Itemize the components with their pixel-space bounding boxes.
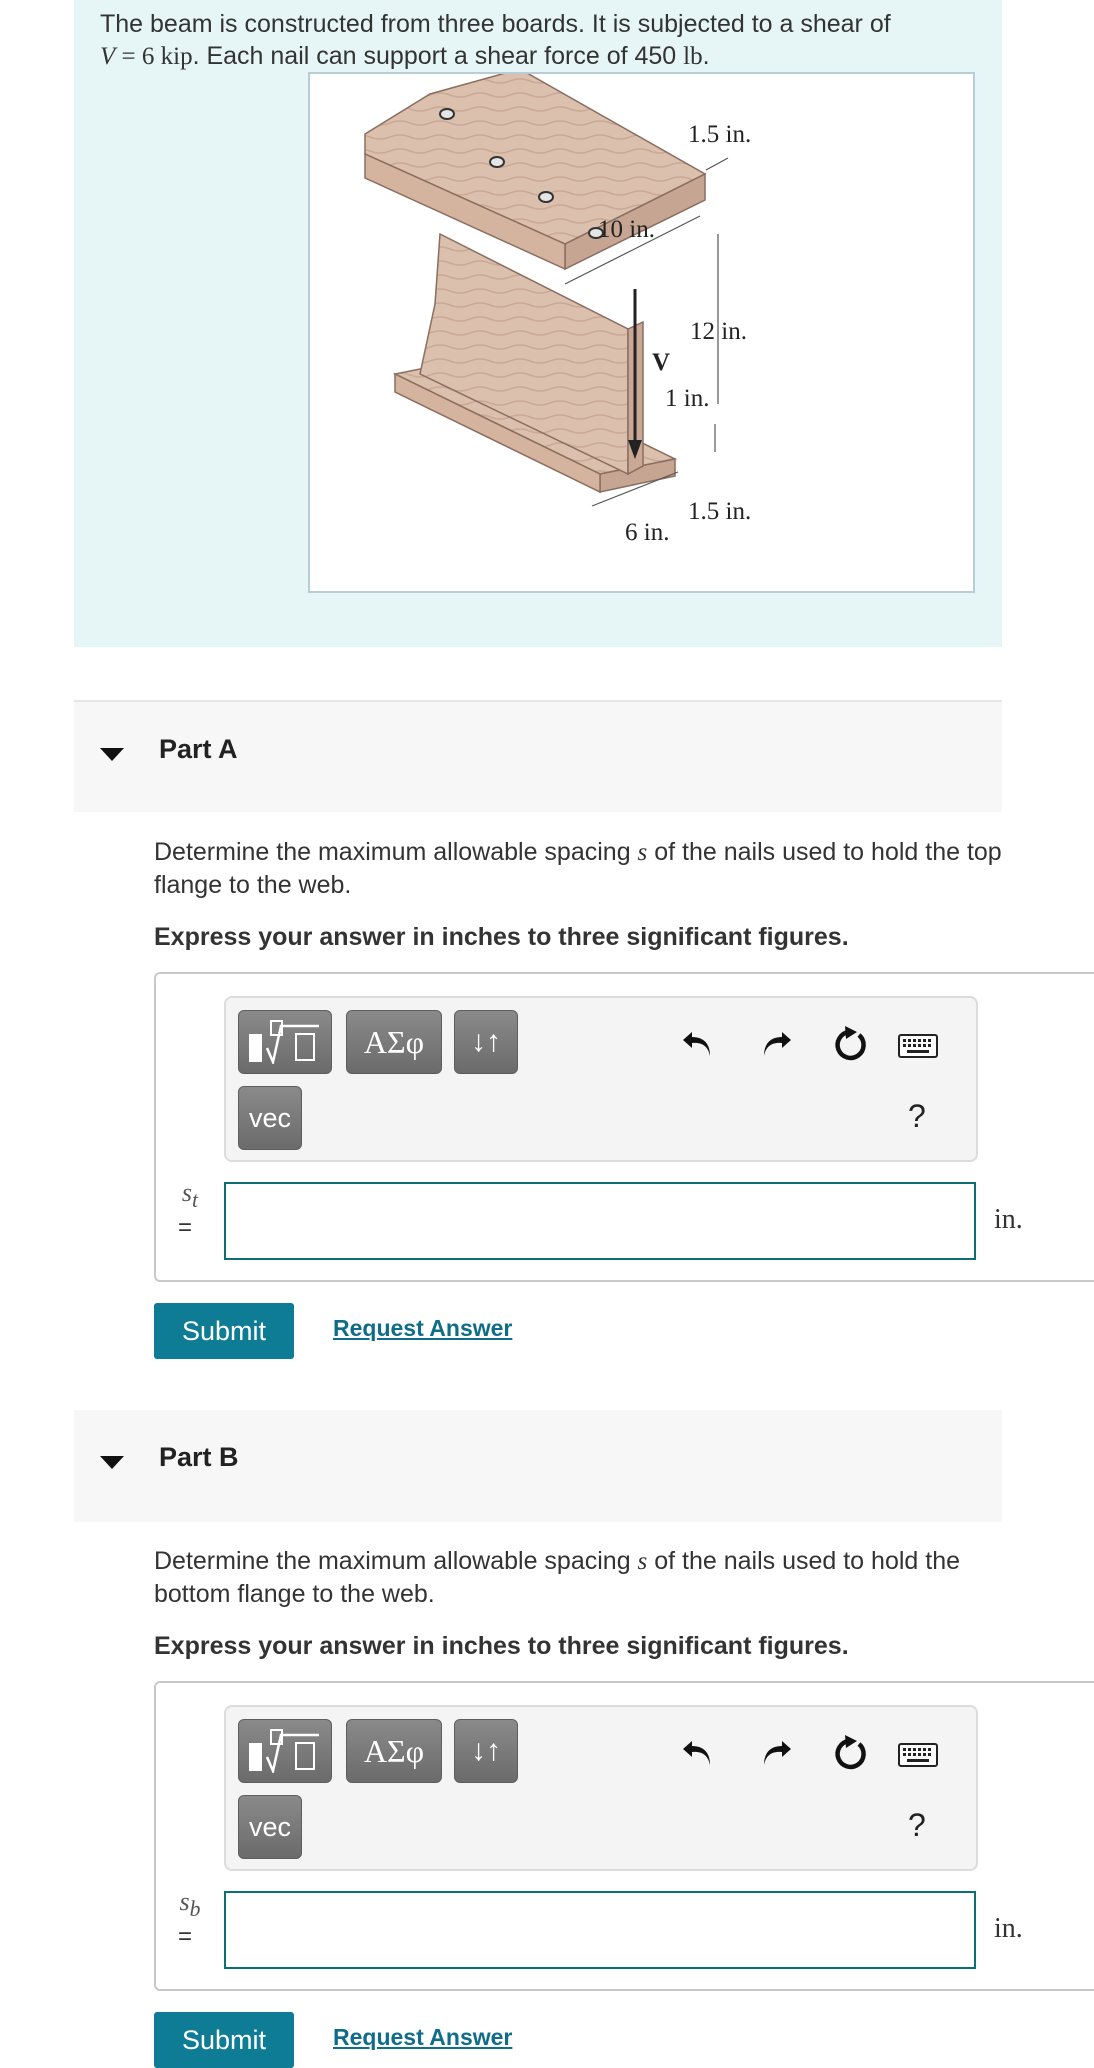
problem-text-part2: . Each nail can support a shear force of 450: [192, 42, 684, 70]
undo-icon[interactable]: [676, 1731, 720, 1775]
arrows-button[interactable]: ↓↑: [454, 1010, 518, 1074]
greek-letters-button[interactable]: ΑΣφ: [346, 1010, 442, 1074]
caret-down-icon[interactable]: [100, 748, 124, 761]
redo-icon[interactable]: [754, 1022, 798, 1066]
answer-input[interactable]: [224, 1182, 976, 1260]
problem-text-end: .: [702, 42, 710, 70]
reset-icon[interactable]: [826, 1022, 872, 1068]
arrows-button[interactable]: ↓↑: [454, 1719, 518, 1783]
dim-bottom-thickness: 1.5 in.: [688, 498, 752, 525]
vec-button[interactable]: vec: [238, 1795, 302, 1859]
caret-down-icon[interactable]: [100, 1456, 124, 1469]
dim-top-thickness: 1.5 in.: [688, 121, 752, 148]
part-b-answer-box: [154, 1681, 1094, 1991]
variable-label: [176, 1178, 204, 1214]
beam-figure: [308, 72, 975, 593]
reset-icon[interactable]: [826, 1731, 872, 1777]
request-answer-link[interactable]: Request Answer: [333, 2024, 513, 2050]
shear-variable: V: [100, 43, 116, 70]
force-unit: lb: [683, 43, 703, 70]
submit-button[interactable]: Submit: [154, 2012, 294, 2068]
shear-label: V: [652, 349, 671, 376]
fraction-sqrt-icon: [247, 1729, 323, 1773]
part-a-title: Part A: [159, 734, 238, 764]
nail-head: [440, 109, 454, 119]
variable-label: [176, 1887, 204, 1923]
greek-letters-button[interactable]: ΑΣφ: [346, 1719, 442, 1783]
dim-web-thickness: 1 in.: [665, 385, 710, 412]
nail-head: [490, 157, 504, 167]
help-button[interactable]: ?: [908, 1807, 926, 1843]
variable-subscript: b: [189, 1897, 201, 1922]
templates-button[interactable]: [238, 1719, 332, 1783]
part-b-question: [154, 1545, 1014, 1610]
part-b-title: Part B: [159, 1442, 239, 1472]
problem-statement: [74, 0, 1002, 647]
question-text: Determine the maximum allowable spacing: [154, 1547, 638, 1575]
redo-icon[interactable]: [754, 1731, 798, 1775]
part-a-header[interactable]: [74, 700, 1002, 812]
dim-flange-width: 10 in.: [598, 216, 655, 243]
beam-diagram: [310, 74, 973, 591]
spacing-variable: s: [637, 839, 648, 866]
part-b-instruction: Express your answer in inches to three significant figures.: [154, 1632, 849, 1660]
request-answer-link[interactable]: Request Answer: [333, 1315, 513, 1341]
keyboard-icon[interactable]: [896, 1026, 940, 1066]
unit-label: in.: [994, 1204, 1023, 1235]
part-a-answer-box: [154, 972, 1094, 1282]
part-a-question: [154, 836, 1014, 901]
dim-line: [706, 158, 728, 170]
shear-value: = 6 kip: [115, 43, 193, 70]
variable-base: s: [179, 1887, 190, 1916]
equals-sign: =: [178, 1214, 193, 1241]
part-b-header[interactable]: [74, 1410, 1002, 1522]
vec-button[interactable]: vec: [238, 1086, 302, 1150]
spacing-variable: s: [637, 1548, 648, 1575]
unit-label: in.: [994, 1913, 1023, 1944]
nail-head: [539, 192, 553, 202]
variable-base: s: [181, 1178, 193, 1207]
equals-sign: =: [178, 1923, 193, 1950]
problem-text-part1: The beam is constructed from three boards. It is subjected to a shear of: [100, 10, 891, 38]
math-toolbar: [224, 1705, 978, 1871]
math-toolbar: [224, 996, 978, 1162]
answer-input[interactable]: [224, 1891, 976, 1969]
variable-subscript: t: [192, 1188, 199, 1213]
keyboard-icon[interactable]: [896, 1735, 940, 1775]
question-text: Determine the maximum allowable spacing: [154, 838, 638, 866]
templates-button[interactable]: [238, 1010, 332, 1074]
help-button[interactable]: ?: [908, 1098, 926, 1134]
question-text-end: of the nails used to hold the bottom flange to the web.: [154, 1547, 961, 1608]
question-text-end: of the nails used to hold the top flange to the web.: [154, 838, 1002, 899]
part-a-instruction: Express your answer in inches to three significant figures.: [154, 923, 849, 951]
dim-web-height: 12 in.: [690, 318, 747, 345]
submit-button[interactable]: Submit: [154, 1303, 294, 1359]
dim-bottom-width: 6 in.: [625, 519, 670, 546]
undo-icon[interactable]: [676, 1022, 720, 1066]
fraction-sqrt-icon: [247, 1020, 323, 1064]
problem-text: [100, 8, 980, 73]
